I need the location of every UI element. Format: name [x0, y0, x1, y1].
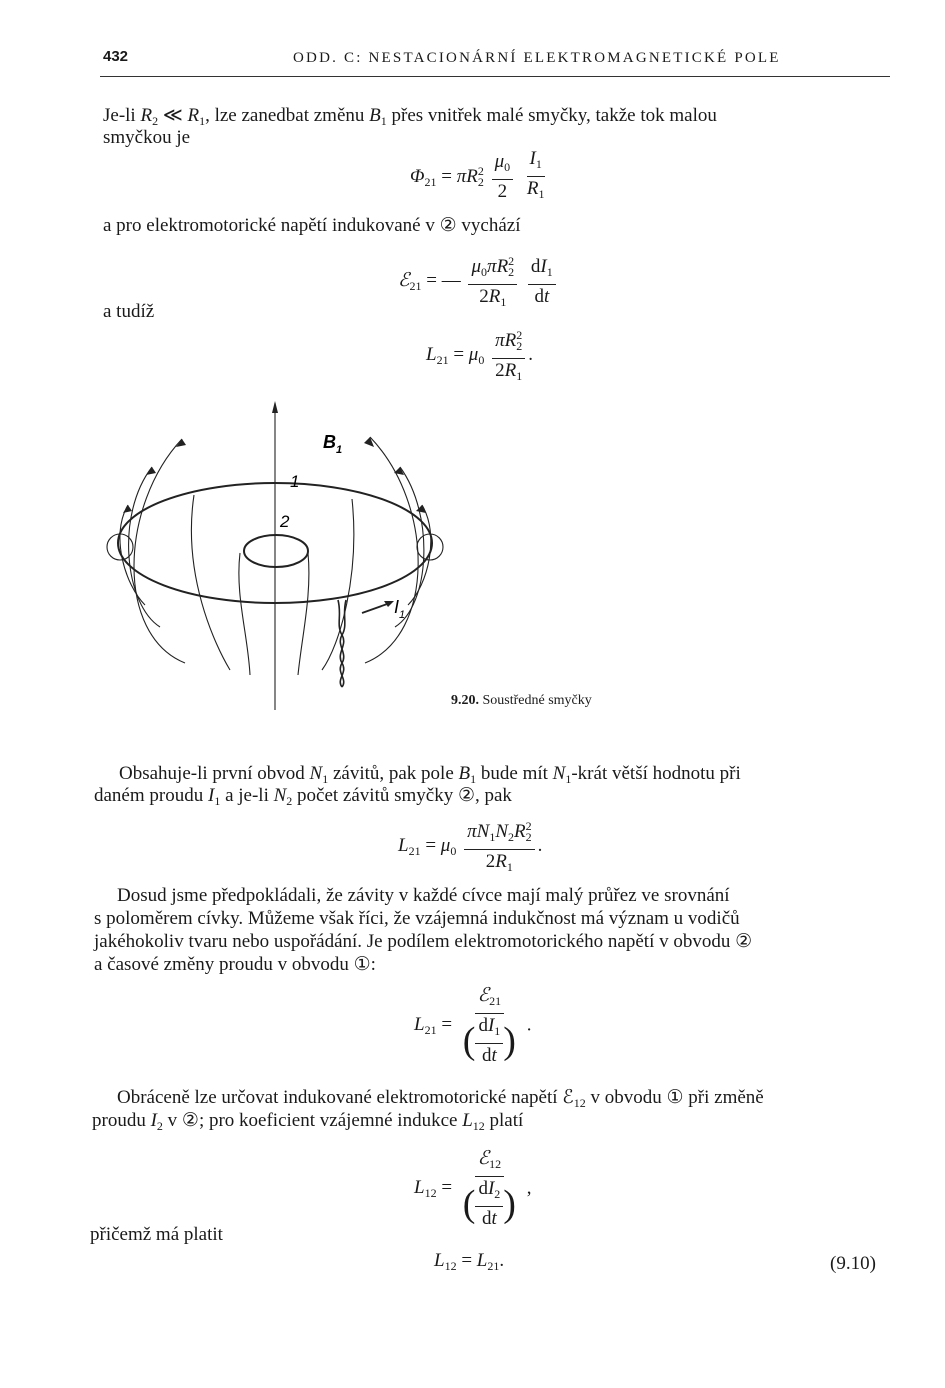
axis-arrow — [272, 401, 278, 413]
page-number: 432 — [103, 48, 129, 65]
label-loop-1: 1 — [290, 472, 300, 491]
label-I1: $I_1$ — [394, 597, 406, 621]
paragraph-1-line-2: smyčkou je — [103, 127, 191, 148]
label-B1: $B_1$ — [323, 432, 343, 456]
paragraph-6-line-2: proudu $I_2$ v ②; pro koeficient vzájemné indukce $L_{12}$ platí — [92, 1110, 524, 1133]
field-line-right-near — [322, 499, 354, 670]
field-arrow-5 — [123, 505, 132, 513]
field-line-center-left — [239, 553, 250, 675]
paragraph-5-line-4: a časové změny proudu v obvodu ①: — [94, 954, 376, 975]
equation-L21-a: $L_{21} = \mu_0$ $\frac{\pi R^2_2}{2R_1}$ . — [426, 324, 533, 387]
equation-L21-b: $L_{21} = \mu_0$ $\frac{\pi N_1N_2R^2_2}{2R_1}$ . — [398, 815, 542, 878]
equation-L12: $L_{12}$ = ℰ$_{12}$ ( $\frac{dI_2}{dt}$ ) , — [414, 1148, 532, 1229]
paragraph-5-line-1: Dosud jsme předpokládali, že závity v každé cívce mají malý průřez ve srovnání — [117, 885, 730, 906]
field-line-left-outer — [134, 439, 185, 663]
field-arrow-2 — [364, 437, 374, 447]
field-line-center-right — [298, 553, 309, 675]
header-rule — [100, 76, 890, 77]
paragraph-5-line-3: jakéhokoliv tvaru nebo uspořádání. Je podílem elektromotorického napětí v obvodu ② — [94, 931, 753, 952]
field-line-left-inner — [120, 505, 145, 605]
equation-number: (9.10) — [830, 1253, 876, 1274]
paragraph-2: a pro elektromotorické napětí indukované v ② vychází — [103, 215, 521, 236]
field-line-right-outer — [365, 437, 418, 663]
current-arrow-line — [362, 603, 390, 613]
running-head: ODD. C: NESTACIONÁRNÍ ELEKTROMAGNETICKÉ POLE — [293, 50, 781, 66]
paragraph-7: přičemž má platit — [90, 1224, 223, 1245]
equation-reciprocity: $L_{12} = L_{21}$. — [434, 1250, 505, 1273]
paragraph-3: a tudíž — [103, 301, 155, 322]
loop-2 — [244, 535, 308, 567]
paragraph-6: Obráceně lze určovat indukované elektromotorické napětí ℰ$_{12}$ v obvodu ① při změně — [117, 1087, 764, 1110]
equation-L21-c: $L_{21}$ = ℰ$_{21}$ ( $\frac{dI_1}{dt}$ ) . — [414, 985, 532, 1066]
label-loop-2: 2 — [280, 512, 290, 531]
figure-caption: 9.20. Soustředné smyčky — [451, 693, 592, 708]
paragraph-1: Je-li $R_2$ ≪ $R_1$, lze zanedbat změnu $B_1$ přes vnitřek malé smyčky, takže tok malou — [103, 105, 717, 128]
paragraph-4: Obsahuje-li první obvod $N_1$ závitů, pak pole $B_1$ bude mít $N_1$-krát větší hodnotu při — [119, 763, 741, 786]
equation-emf: ℰ$_{21}$ = — $\frac{\mu_0\pi R^2_2}{2R_1}$ $\frac{dI_1}{dt}$ — [398, 250, 559, 313]
equation-flux: $\Phi_{21} = \pi R^2_2$ $\frac{\mu_0}{2}$ $\frac{I_1}{R_1}$ — [410, 148, 545, 202]
paragraph-4-line-2: daném proudu $I_1$ a je-li $N_2$ počet závitů smyčky ②, pak — [94, 785, 512, 808]
paragraph-5-line-2: s poloměrem cívky. Můžeme však říci, že vzájemná indukčnost má význam u vodičů — [94, 908, 740, 929]
field-line-left-near — [191, 495, 230, 670]
figure-concentric-loops — [90, 395, 470, 715]
